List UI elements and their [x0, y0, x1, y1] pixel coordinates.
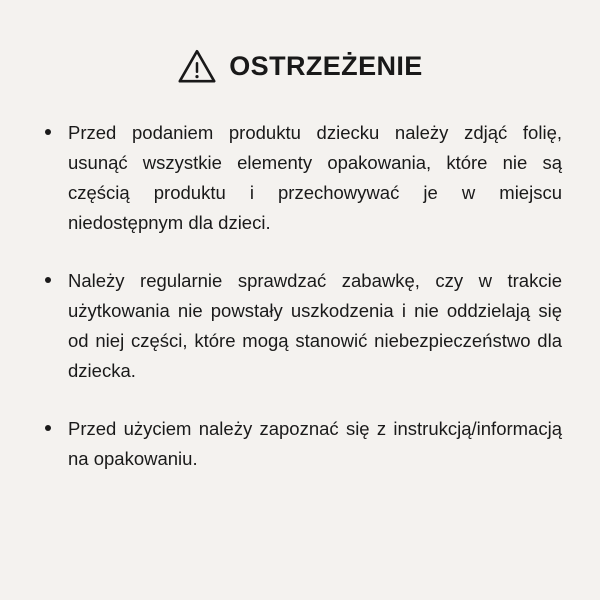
bullet-icon — [45, 129, 51, 135]
list-item — [38, 266, 562, 386]
warning-triangle-icon — [177, 48, 217, 84]
warning-text: Przed podaniem produktu dziecku należy zdjąć folię, usunąć wszystkie elementy opakowania, które nie są częścią produktu i przechowywać je w miejscu niedostępnym dla dzieci. — [68, 122, 562, 233]
bullet-icon — [45, 425, 51, 431]
warning-text: Przed użyciem należy zapoznać się z instrukcją/informacją na opakowaniu. — [68, 417, 562, 469]
page-title: OSTRZEŻENIE — [229, 50, 423, 81]
list-item — [38, 118, 562, 238]
warning-header — [177, 48, 422, 84]
warning-text: Należy regularnie sprawdzać zabawkę, czy w trakcie użytkowania nie powstały uszkodzenia i nie oddzielają się od niej części, które mogą stanowić niebezpieczeństwo dla dziecka. — [68, 269, 562, 381]
bullet-icon — [45, 277, 51, 283]
list-item — [38, 414, 562, 474]
warning-list — [38, 118, 562, 474]
